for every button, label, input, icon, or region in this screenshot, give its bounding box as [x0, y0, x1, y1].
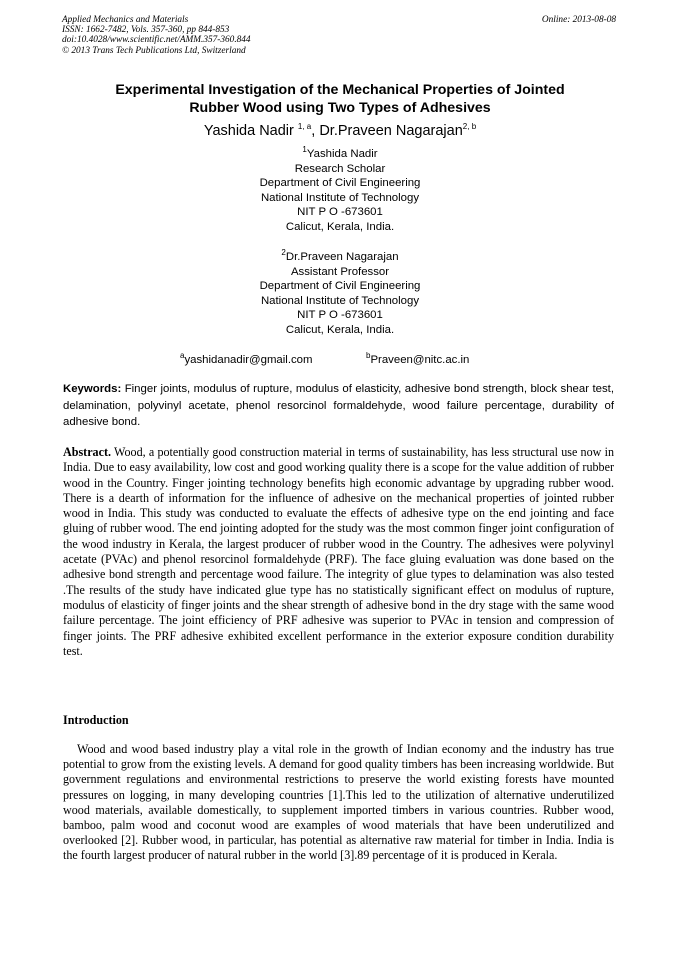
author-line — [60, 122, 620, 140]
title-line-1: Experimental Investigation of the Mechanical Properties of Jointed — [115, 82, 565, 98]
abstract-paragraph — [63, 445, 614, 659]
introduction-paragraph: Wood and wood based industry play a vital role in the growth of Indian economy and the industry has true potential to grow from the existing levels. A demand for good quality timbers has been increasing worldwide. But government regulations and environmental restrictions to preserve the world existing forests have mounted pressures on logging, in many developing countries [1].This led to the utilization of alternative underutilized wood materials, available domestically, to supplement imported timbers in various countries. Rubber wood, bamboo, palm wood and coconut wood are examples of wood materials that have been underutilized and overlooked [2]. Rubber wood, in particular, has potential as alternative raw material for timber in India. India is the fourth largest producer of natural rubber in the world [3].89 percentage of it is produced in Kerala. — [63, 742, 614, 863]
affiliation-2 — [60, 250, 620, 338]
affiliation-1 — [60, 147, 620, 235]
affiliation-2-position: Assistant Professor — [290, 265, 390, 278]
online-date-text: Online: 2013-08-08 — [541, 15, 616, 25]
author-2-sup: 2, b — [462, 122, 477, 132]
keywords-paragraph — [63, 381, 614, 431]
affiliation-2-sup: 2 — [281, 248, 286, 258]
copyright-line: © 2013 Trans Tech Publications Ltd, Switzerland — [62, 45, 246, 56]
affiliation-1-institute: National Institute of Technology — [260, 191, 420, 204]
affiliation-1-city: Calicut, Kerala, India. — [285, 220, 395, 233]
affiliation-2-city: Calicut, Kerala, India. — [285, 323, 395, 336]
journal-header — [62, 15, 251, 56]
email-author-1 — [180, 353, 313, 367]
email-1-address: yashidanadir@gmail.com — [184, 354, 313, 366]
affiliation-1-sup: 1 — [302, 145, 307, 155]
author-separator: , — [311, 123, 320, 139]
paper-title — [60, 82, 620, 117]
affiliation-2-institute: National Institute of Technology — [260, 294, 420, 307]
keywords-label: Keywords: — [63, 383, 122, 395]
email-author-2 — [366, 353, 469, 367]
email-2-sup: b — [366, 351, 371, 361]
introduction-heading: Introduction — [63, 713, 129, 727]
abstract-label: Abstract. — [63, 445, 112, 459]
issn-line: ISSN: 1662-7482, Vols. 357-360, pp 844-853 — [62, 25, 230, 36]
author-2-name: Dr.Praveen Nagarajan — [319, 123, 463, 139]
affiliation-1-name: Yashida Nadir — [306, 148, 378, 160]
doi-line: doi:10.4028/www.scientific.net/AMM.357-360.844 — [62, 35, 251, 46]
affiliation-1-department: Department of Civil Engineering — [259, 177, 421, 190]
affiliation-1-position: Research Scholar — [294, 162, 386, 175]
abstract-text: Wood, a potentially good construction material in terms of sustainability, has less structural use now in India. Due to easy availability, low cost and good working quality there is a scope for the value addition of rubber wood in the Country. Finger jointing technology benefits high economic advantage by upgrading rubber wood. There is a dearth of information for the influence of adhesive on the mechanical properties of jointed rubber wood in India. This study was conducted to evaluate the effects of adhesive type on the end jointing and face gluing of rubber wood. The end jointing adopted for the study was the most common finger joint configuration of the wood industry in Kerala, the largest producer of rubber wood in the Country. The adhesives were polyvinyl acetate (PVAc) and phenol resorcinol formaldehyde (PRF). The face gluing evaluation was done based on the adhesive bond strength and percentage wood failure. The integrity of glue types to delamination was also tested .The results of the study have indicated glue type has no statistically significant effect on modulus of rupture, modulus of elasticity of finger joints and the shear strength of adhesive bond in the dry stage with the same wood failure percentage. The joint efficiency of PRF adhesive was superior to PVAc in tension and compression of finger joints. The PRF adhesive exhibited excellent performance in the exterior exposure condition durability test. — [63, 445, 614, 658]
journal-name: Applied Mechanics and Materials — [62, 15, 189, 25]
online-date — [542, 15, 616, 25]
author-1-sup: 1, a — [297, 122, 312, 132]
keywords-text: Finger joints, modulus of rupture, modulus of elasticity, adhesive bond strength, block shear test, delamination, polyvinyl acetate, phenol resorcinol formaldehyde, wood failure percentage, durability of adhesive bond. — [63, 383, 614, 429]
affiliation-2-postal: NIT P O -673601 — [297, 309, 383, 322]
affiliation-2-name: Dr.Praveen Nagarajan — [285, 251, 399, 263]
email-1-sup: a — [180, 351, 185, 361]
title-line-2: Rubber Wood using Two Types of Adhesives — [189, 99, 491, 116]
email-2-address: Praveen@nitc.ac.in — [370, 354, 470, 366]
affiliation-1-postal: NIT P O -673601 — [297, 206, 383, 219]
affiliation-2-department: Department of Civil Engineering — [259, 280, 421, 293]
author-1-name: Yashida Nadir — [203, 123, 294, 139]
